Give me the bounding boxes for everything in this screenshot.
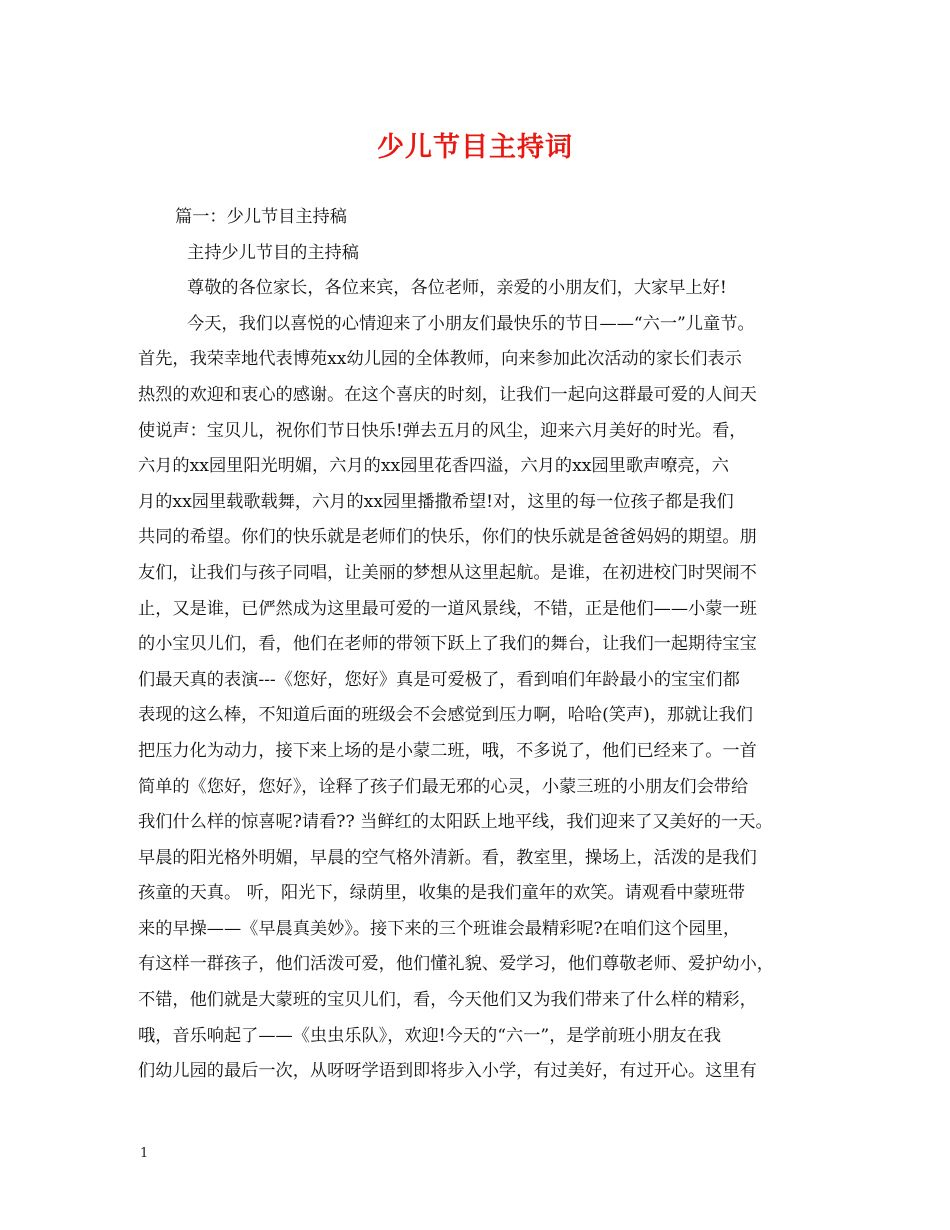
paragraph-line: 们最天真的表演---《您好，您好》真是可爱极了，看到咱们年龄最小的宝宝们都 (138, 669, 740, 690)
document-body (138, 200, 828, 1090)
paragraph-line: 来的早操——《早晨真美妙》。接下来的三个班谁会最精彩呢?在咱们这个园里， (138, 918, 741, 939)
paragraph-line: 今天，我们以喜悦的心情迎来了小朋友们最快乐的节日——“六一”儿童节。 (187, 313, 755, 334)
paragraph-line: 早晨的阳光格外明媚，早晨的空气格外清新。看，教室里，操场上，活泼的是我们 (138, 847, 757, 868)
paragraph-line: 首先，我荣幸地代表博苑xx幼儿园的全体教师，向来参加此次活动的家长们表示 (138, 349, 742, 370)
paragraph-line: 使说声：宝贝儿，祝你们节日快乐!弹去五月的风尘，迎来六月美好的时光。看， (138, 420, 747, 441)
paragraph-line: 友们，让我们与孩子同唱，让美丽的梦想从这里起航。是谁，在初进校门时哭闹不 (138, 562, 757, 583)
subsection-heading: 主持少儿节目的主持稿 (187, 242, 359, 263)
paragraph-line: 孩童的天真。 听，阳光下，绿荫里，收集的是我们童年的欢笑。请观看中蒙班带 (138, 883, 746, 904)
section-heading: 篇一：少儿节目主持稿 (175, 207, 347, 227)
paragraph-line: 简单的《您好，您好》，诠释了孩子们最无邪的心灵，小蒙三班的小朋友们会带给 (138, 776, 749, 797)
paragraph-line: 月的xx园里载歌载舞，六月的xx园里播撒希望!对，这里的每一位孩子都是我们 (138, 491, 734, 512)
paragraph-line: 共同的希望。你们的快乐就是老师们的快乐，你们的快乐就是爸爸妈妈的期望。朋 (138, 527, 757, 548)
paragraph-line: 止，又是谁，已俨然成为这里最可爱的一道风景线，不错，正是他们——小蒙一班 (138, 598, 757, 619)
page-number: 1 (140, 1146, 149, 1161)
document-title: 少儿节目主持词 (377, 132, 573, 163)
paragraph-line: 哦，音乐响起了——《虫虫乐队》，欢迎!今天的“六一”，是学前班小朋友在我 (138, 1025, 722, 1046)
paragraph-line: 把压力化为动力，接下来上场的是小蒙二班，哦，不多说了，他们已经来了。一首 (138, 740, 757, 761)
paragraph-line: 我们什么样的惊喜呢?请看?? 当鲜红的太阳跃上地平线，我们迎来了又美好的一天。 (138, 812, 773, 833)
paragraph-line: 有这样一群孩子，他们活泼可爱，他们懂礼貌、爱学习，他们尊敬老师、爱护幼小， (138, 954, 774, 975)
paragraph-line: 热烈的欢迎和衷心的感谢。在这个喜庆的时刻，让我们一起向这群最可爱的人间天 (138, 384, 757, 405)
greeting-line: 尊敬的各位家长，各位来宾，各位老师，亲爱的小朋友们，大家早上好! (187, 278, 727, 299)
paragraph-line: 的小宝贝儿们，看，他们在老师的带领下跃上了我们的舞台，让我们一起期待宝宝 (138, 634, 757, 655)
paragraph-line: 表现的这么棒，不知道后面的班级会不会感觉到压力啊，哈哈(笑声)，那就让我们 (138, 705, 753, 726)
paragraph-line: 不错，他们就是大蒙班的宝贝儿们，看，今天他们又为我们带来了什么样的精彩， (138, 990, 757, 1011)
paragraph-line: 六月的xx园里阳光明媚，六月的xx园里花香四溢，六月的xx园里歌声嘹亮，六 (138, 456, 729, 477)
paragraph-line: 们幼儿园的最后一次，从呀呀学语到即将步入小学，有过美好，有过开心。这里有 (138, 1061, 757, 1082)
